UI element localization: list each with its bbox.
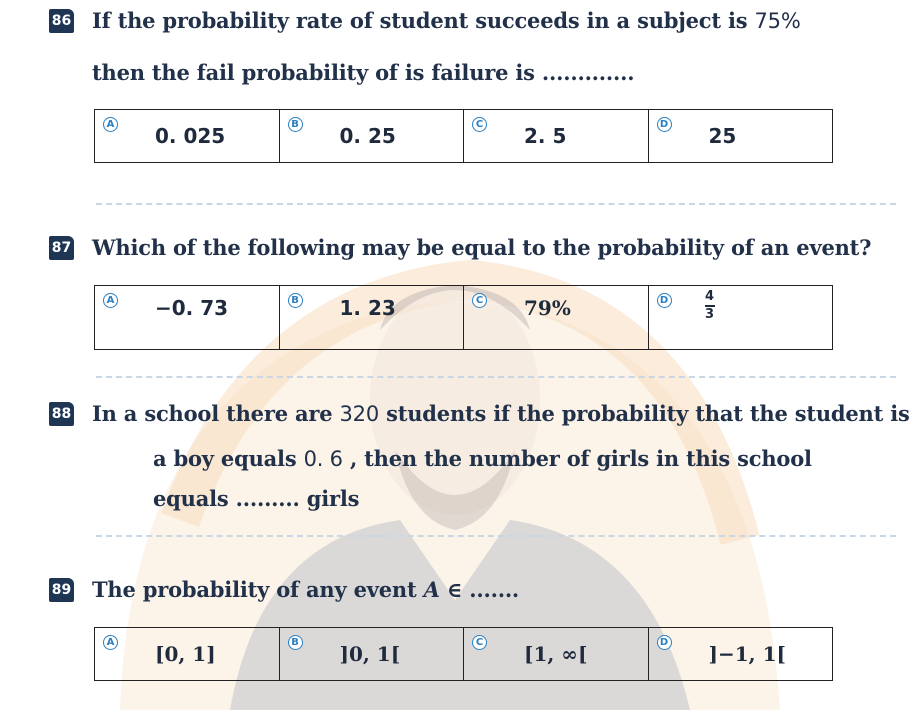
- choice-86-b-text: 0. 25: [339, 124, 396, 148]
- choice-letter-b-icon: B: [288, 117, 303, 132]
- choice-87-d-fraction: [705, 290, 715, 322]
- question-88-text-b: students if the probability that the student is: [379, 401, 910, 426]
- choice-letter-d-icon: D: [657, 117, 672, 132]
- dashed-divider: [96, 203, 896, 205]
- question-87-choices: [94, 285, 833, 350]
- choice-87-c[interactable]: [464, 286, 649, 349]
- choice-letter-d-icon: D: [657, 635, 672, 650]
- question-number-88: 88: [49, 402, 74, 426]
- choice-86-a[interactable]: [95, 110, 280, 162]
- question-89-text-a: The probability of any event: [92, 577, 424, 602]
- choice-letter-c-icon: C: [472, 117, 487, 132]
- question-88-text-c: a boy equals: [153, 446, 304, 471]
- choice-89-b-text: ]0, 1[: [339, 642, 401, 666]
- choice-89-c[interactable]: [464, 628, 649, 680]
- question-88-line-2: [153, 446, 812, 471]
- choice-letter-a-icon: A: [103, 293, 118, 308]
- choice-86-b[interactable]: [280, 110, 465, 162]
- choice-87-a[interactable]: [95, 286, 280, 349]
- question-88-text-d: , then the number of girls in this school: [342, 446, 812, 471]
- question-89-variable: A ∈: [423, 577, 463, 602]
- choice-89-a[interactable]: [95, 628, 280, 680]
- choice-89-c-text: [1, ∞[: [524, 642, 588, 666]
- choice-87-c-text: 79%: [524, 296, 571, 320]
- question-88-count: 320: [339, 402, 379, 426]
- choice-letter-b-icon: B: [288, 293, 303, 308]
- choice-letter-c-icon: C: [472, 635, 487, 650]
- question-89-line-1: [92, 577, 519, 602]
- choice-letter-d-icon: D: [657, 293, 672, 308]
- question-88-text-a: In a school there are: [92, 401, 340, 426]
- choice-86-d-text: 25: [708, 124, 737, 148]
- question-89-choices: [94, 627, 833, 681]
- question-number-87: 87: [49, 236, 74, 260]
- question-86-line-2: then the fail probability of is failure is .............: [92, 60, 635, 85]
- choice-87-b[interactable]: [280, 286, 465, 349]
- choice-89-d[interactable]: [649, 628, 833, 680]
- choice-letter-c-icon: C: [472, 293, 487, 308]
- choice-letter-b-icon: B: [288, 635, 303, 650]
- choice-letter-a-icon: A: [103, 635, 118, 650]
- choice-89-a-text: [0, 1]: [155, 642, 216, 666]
- question-86-choices: [94, 109, 833, 163]
- question-88-line-1: [92, 401, 910, 426]
- choice-87-d[interactable]: [649, 286, 833, 349]
- question-number-89: 89: [49, 578, 74, 602]
- choice-letter-a-icon: A: [103, 117, 118, 132]
- fraction-denominator: 3: [704, 306, 715, 322]
- dashed-divider: [96, 376, 896, 378]
- choice-87-b-text: 1. 23: [339, 296, 396, 320]
- question-87-line-1: Which of the following may be equal to the probability of an event?: [92, 235, 872, 260]
- question-86-line-1: [92, 8, 801, 33]
- question-88-probability: 0. 6: [303, 447, 343, 471]
- choice-87-a-text: −0. 73: [155, 296, 229, 320]
- choice-89-d-text: ]−1, 1[: [708, 642, 786, 666]
- question-86-percent: 75%: [754, 9, 801, 33]
- question-88-line-3: equals ......... girls: [153, 486, 360, 511]
- question-number-86: 86: [49, 9, 74, 33]
- dashed-divider: [96, 535, 896, 537]
- choice-86-d[interactable]: [649, 110, 833, 162]
- fraction-numerator: 4: [704, 289, 715, 304]
- choice-86-a-text: 0. 025: [155, 124, 226, 148]
- choice-86-c[interactable]: [464, 110, 649, 162]
- choice-89-b[interactable]: [280, 628, 465, 680]
- choice-86-c-text: 2. 5: [524, 124, 567, 148]
- question-86-text-a: If the probability rate of student succeeds in a subject is: [92, 8, 755, 33]
- question-89-text-b: .......: [462, 577, 520, 602]
